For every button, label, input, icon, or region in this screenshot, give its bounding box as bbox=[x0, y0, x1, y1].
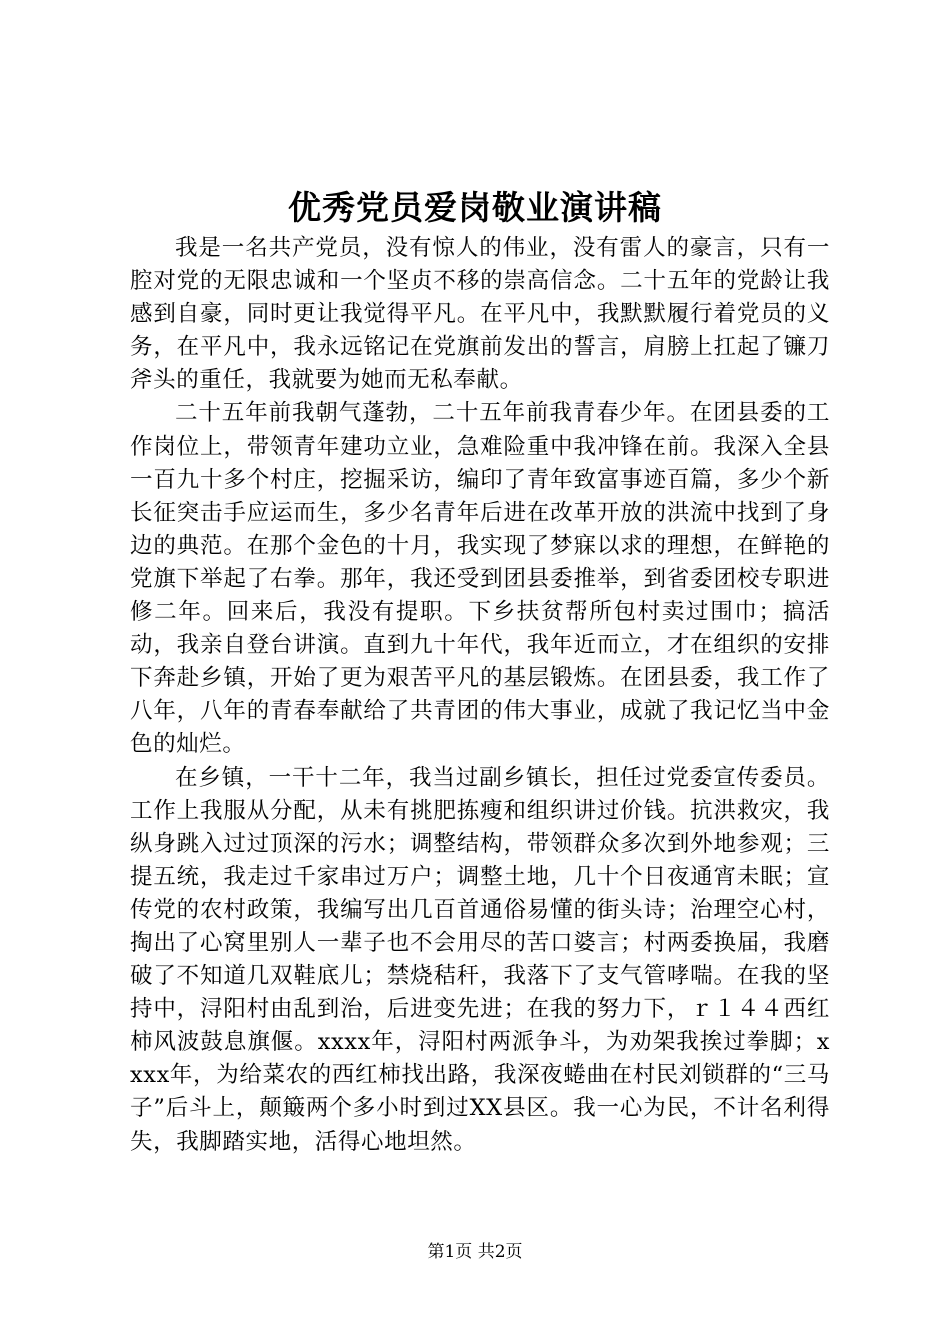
paragraph-1: 我是一名共产党员，没有惊人的伟业，没有雷人的豪言，只有一腔对党的无限忠诚和一个坚贞不移的崇高信念。二十五年的党龄让我感到自豪，同时更让我觉得平凡。在平凡中，我默默履行着党员的义务，在平凡中，我永远铭记在党旗前发出的誓言，肩膀上扛起了镰刀斧头的重任，我就要为她而无私奉献。 bbox=[130, 235, 830, 394]
document-body bbox=[130, 232, 830, 1159]
document-title: 优秀党员爱岗敬业演讲稿 bbox=[288, 188, 662, 227]
paragraph-2: 二十五年前我朝气蓬勃，二十五年前我青春少年。在团县委的工作岗位上，带领青年建功立业，急难险重中我冲锋在前。我深入全县一百九十多个村庄，挖掘采访，编印了青年致富事迹百篇，多少个新长征突击手应运而生，多少名青年后进在改革开放的洪流中找到了身边的典范。在那个金色的十月，我实现了梦寐以求的理想，在鲜艳的党旗下举起了右拳。那年，我还受到团县委推举，到省委团校专职进修二年。回来后，我没有提职。下乡扶贫帮所包村卖过围巾；搞活动，我亲自登台讲演。直到九十年代，我年近而立，才在组织的安排下奔赴乡镇，开始了更为艰苦平凡的基层锻炼。在团县委，我工作了八年，八年的青春奉献给了共青团的伟大事业，成就了我记忆当中金色的灿烂。 bbox=[130, 400, 830, 758]
paragraph-3: 在乡镇，一干十二年，我当过副乡镇长，担任过党委宣传委员。工作上我服从分配，从未有挑肥拣瘦和组织讲过价钱。抗洪救灾，我纵身跳入过过顶深的污水；调整结构，带领群众多次到外地参观；三提五统，我走过千家串过万户；调整土地，几十个日夜通宵未眠；宣传党的农村政策，我编写出几百首通俗易懂的街头诗；治理空心村，掏出了心窝里别人一辈子也不会用尽的苦口婆言；村两委换届，我磨破了不知道几双鞋底儿；禁烧秸秆，我落下了支气管哮喘。在我的坚持中，浔阳村由乱到治，后进变先进；在我的努力下，ｒ１４４西红柿风波鼓息旗偃。xxxx年，浔阳村两派争斗，为劝架我挨过拳脚；xxxx年，为给菜农的西红柿找出路，我深夜蜷曲在村民刘锁群的“三马子”后斗上，颠簸两个多小时到过XX县区。我一心为民，不计名利得失，我脚踏实地，活得心地坦然。 bbox=[130, 764, 830, 1155]
page-number-footer: 第1页 共2页 bbox=[427, 1242, 523, 1262]
